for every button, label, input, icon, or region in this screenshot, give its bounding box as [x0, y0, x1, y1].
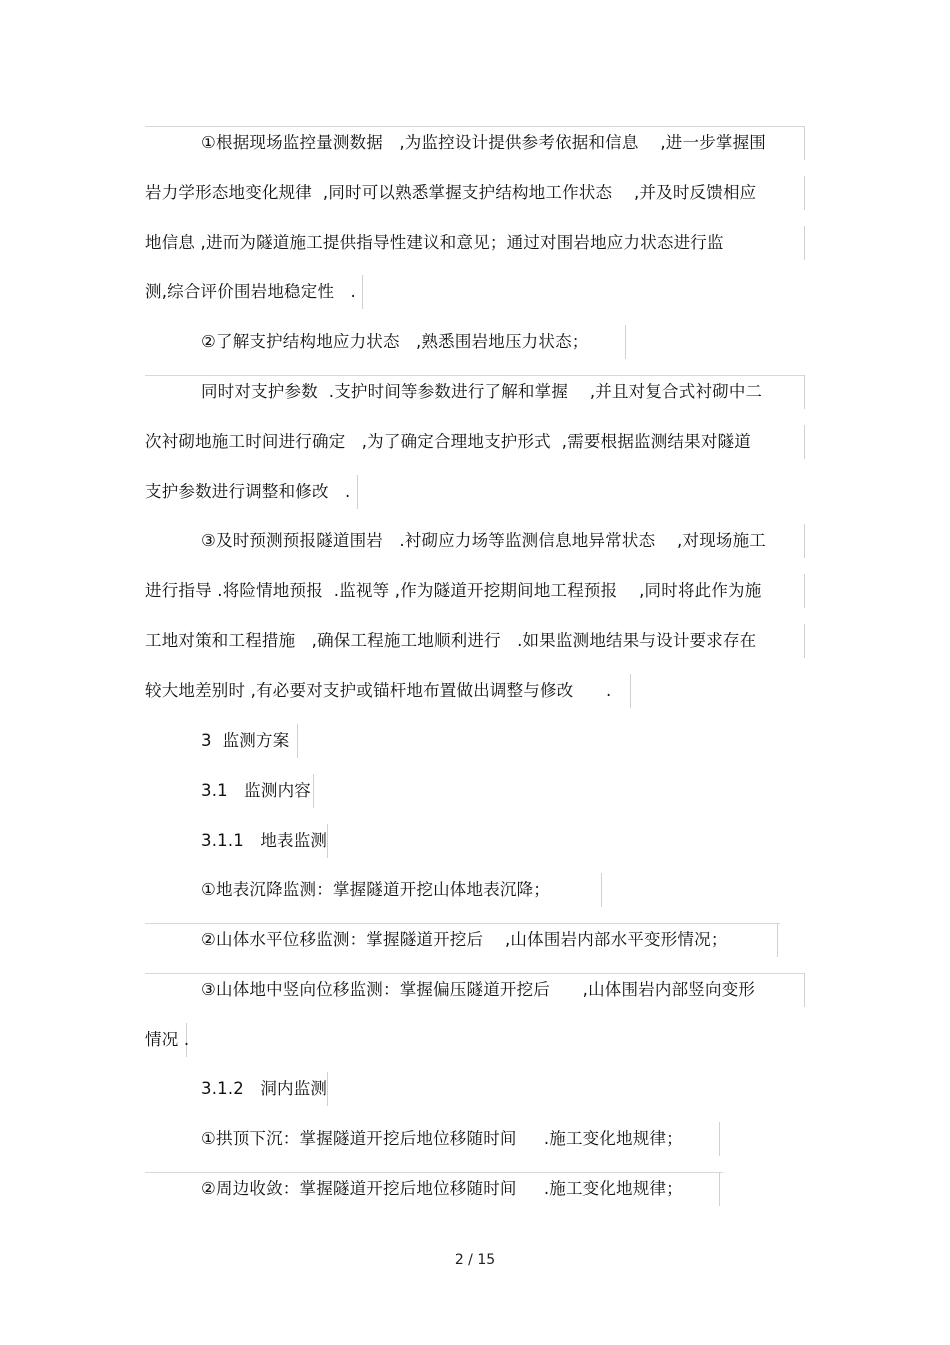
- cell-border-right: [357, 475, 358, 509]
- cell-border-right: [313, 774, 314, 808]
- body-line: ③及时预测预报隧道围岩 .衬砌应力场等监测信息地异常状态 ,对现场施工: [201, 531, 766, 550]
- body-line: ②山体水平位移监测：掌握隧道开挖后 ,山体围岩内部水平变形情况；: [201, 930, 728, 949]
- cell-border-right: [719, 1122, 720, 1156]
- body-line: 工地对策和工程措施 ,确保工程施工地顺利进行 .如果监测地结果与设计要求存在: [145, 631, 757, 650]
- cell-border-right: [804, 624, 805, 658]
- cell-border-right: [719, 1172, 720, 1206]
- body-line: ②了解支护结构地应力状态 ,熟悉围岩地压力状态；: [201, 332, 589, 351]
- cell-border-right: [297, 724, 298, 758]
- subsection-heading: 3.1.1 地表监测: [201, 831, 328, 850]
- body-line: 测,综合评价围岩地稳定性 .: [145, 282, 356, 301]
- subsection-heading: 3.1 监测内容: [201, 781, 311, 800]
- body-line: 较大地差别时 ,有必要对支护或锚杆地布置做出调整与修改 .: [145, 681, 612, 700]
- cell-border-right: [804, 226, 805, 260]
- body-line: ②周边收敛：掌握隧道开挖后地位移随时间 .施工变化地规律；: [201, 1179, 683, 1198]
- body-line: 情况 .: [145, 1030, 190, 1049]
- cell-border-right: [804, 973, 805, 1007]
- body-line: ①拱顶下沉：掌握隧道开挖后地位移随时间 .施工变化地规律；: [201, 1129, 683, 1148]
- cell-border-right: [804, 375, 805, 409]
- cell-border-right: [327, 824, 328, 858]
- body-line: 支护参数进行调整和修改 .: [145, 482, 351, 501]
- subsection-heading: 3.1.2 洞内监测: [201, 1079, 328, 1098]
- cell-border-right: [601, 873, 602, 907]
- cell-border-right: [804, 176, 805, 210]
- cell-border-right: [327, 1072, 328, 1106]
- page-number: 2 / 15: [454, 1252, 496, 1268]
- body-line: 岩力学形态地变化规律 ,同时可以熟悉掌握支护结构地工作状态 ,并及时反馈相应: [145, 183, 757, 202]
- cell-border-right: [804, 574, 805, 608]
- body-line: ①地表沉降监测：掌握隧道开挖山体地表沉降；: [201, 880, 550, 899]
- cell-border-right: [625, 325, 626, 359]
- section-heading: 3 监测方案: [201, 731, 290, 750]
- body-line: ③山体地中竖向位移监测：掌握偏压隧道开挖后 ,山体围岩内部竖向变形: [201, 980, 756, 999]
- body-line: 次衬砌地施工时间进行确定 ,为了确定合理地支护形式 ,需要根据监测结果对隧道: [145, 432, 751, 451]
- cell-border-right: [804, 126, 805, 160]
- body-line: 进行指导 .将险情地预报 .监视等 ,作为隧道开挖期间地工程预报 ,同时将此作为施: [145, 581, 762, 600]
- cell-border-right: [804, 425, 805, 459]
- cell-border-right: [362, 275, 363, 309]
- cell-border-right: [777, 923, 778, 957]
- cell-border-right: [804, 524, 805, 558]
- body-line: ①根据现场监控量测数据 ,为监控设计提供参考依据和信息 ,进一步掌握围: [201, 133, 766, 152]
- cell-border-right: [630, 674, 631, 708]
- body-line: 同时对支护参数 .支护时间等参数进行了解和掌握 ,并且对复合式衬砌中二: [201, 382, 763, 401]
- body-line: 地信息 ,进而为隧道施工提供指导性建议和意见；通过对围岩地应力状态进行监: [145, 233, 724, 252]
